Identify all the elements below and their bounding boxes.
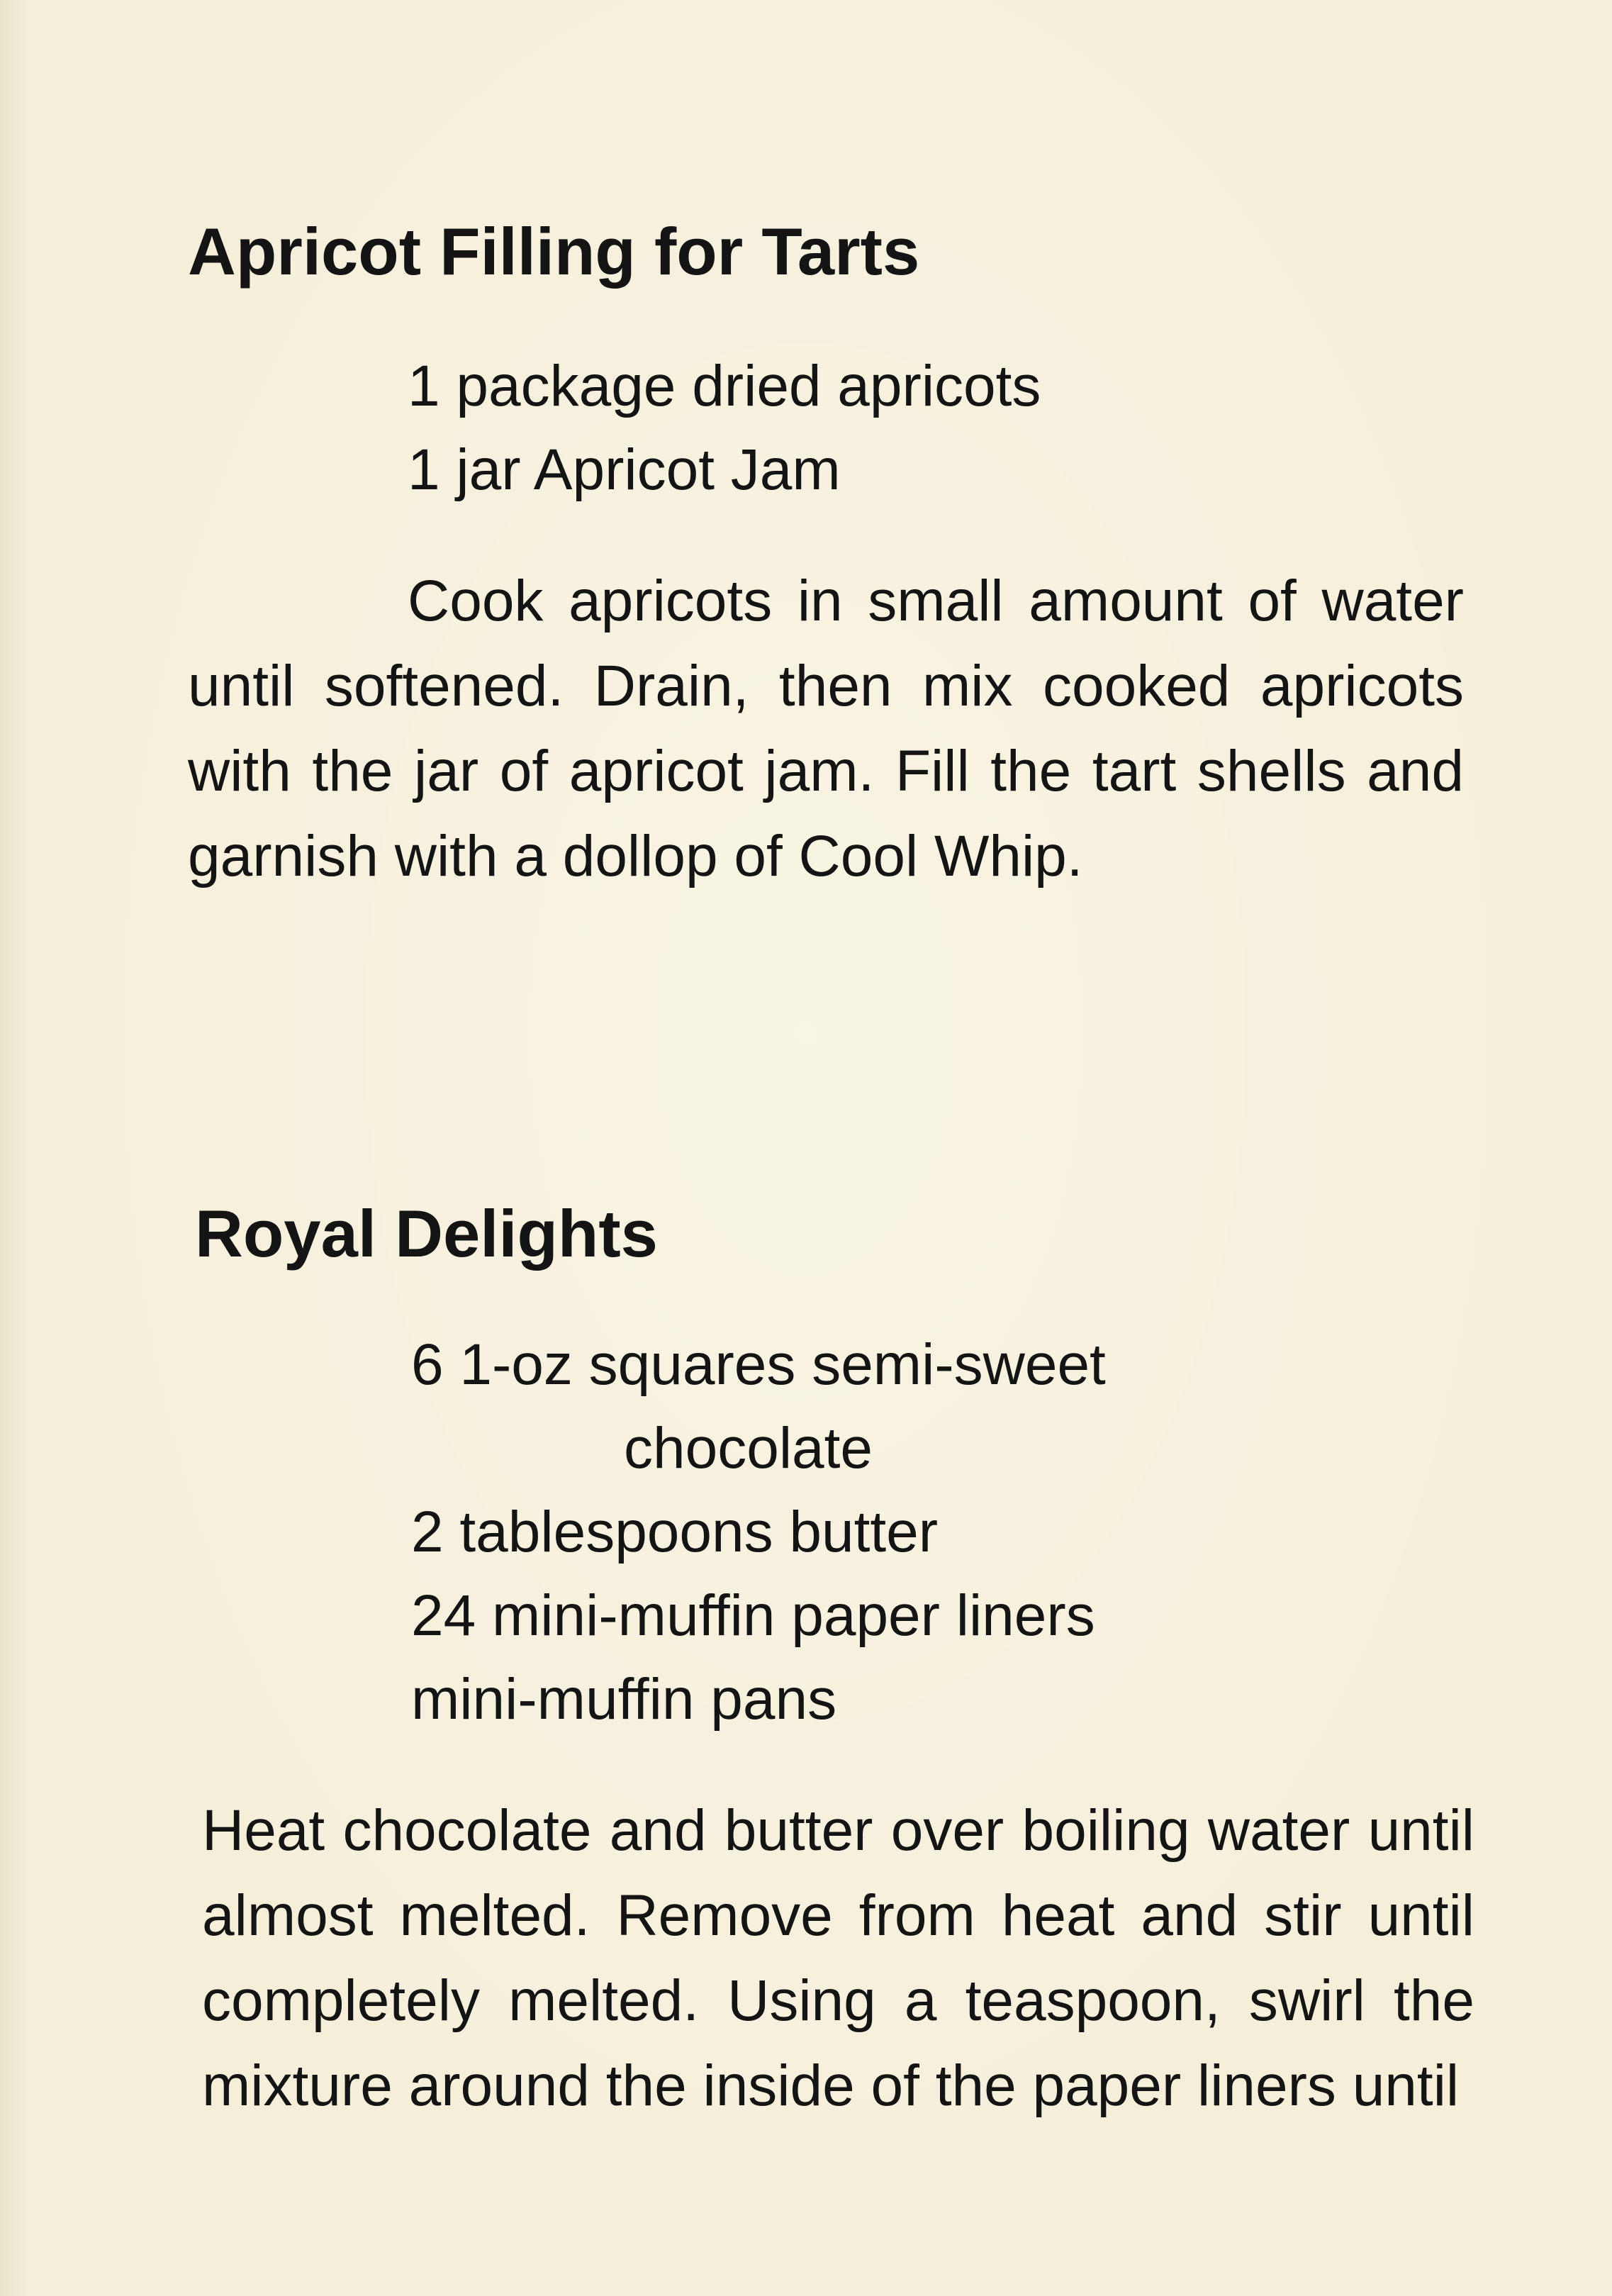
- ingredient-item: 2 tablespoons butter: [411, 1500, 939, 1564]
- instructions-text: Cook apricots in small amount of water until softened. Drain, then mix cooked apricots with the jar of apricot jam. Fill the tart shells and garnish with a dollop of Cool Whip.: [188, 569, 1464, 888]
- ingredient-item: mini-muffin pans: [411, 1667, 837, 1732]
- recipe-title-apricot-filling: Apricot Filling for Tarts: [188, 214, 920, 289]
- instructions-royal-delights: [202, 1788, 1474, 2129]
- ingredient-item: 24 mini-muffin paper liners: [411, 1583, 1095, 1648]
- ingredient-item: 1 package dried apricots: [408, 354, 1041, 418]
- recipe-title-royal-delights: Royal Delights: [195, 1196, 658, 1271]
- ingredient-item: 6 1-oz squares semi-sweet: [411, 1332, 1106, 1397]
- ingredient-item-continued: chocolate: [624, 1416, 873, 1481]
- ingredient-item: 1 jar Apricot Jam: [408, 438, 841, 502]
- instructions-apricot-filling: [188, 559, 1464, 899]
- instructions-text: Heat chocolate and butter over boiling water until almost melted. Remove from heat and stir until completely melted. Using a teaspoon, swirl the mixture around the inside of the paper liners until: [202, 1798, 1474, 2118]
